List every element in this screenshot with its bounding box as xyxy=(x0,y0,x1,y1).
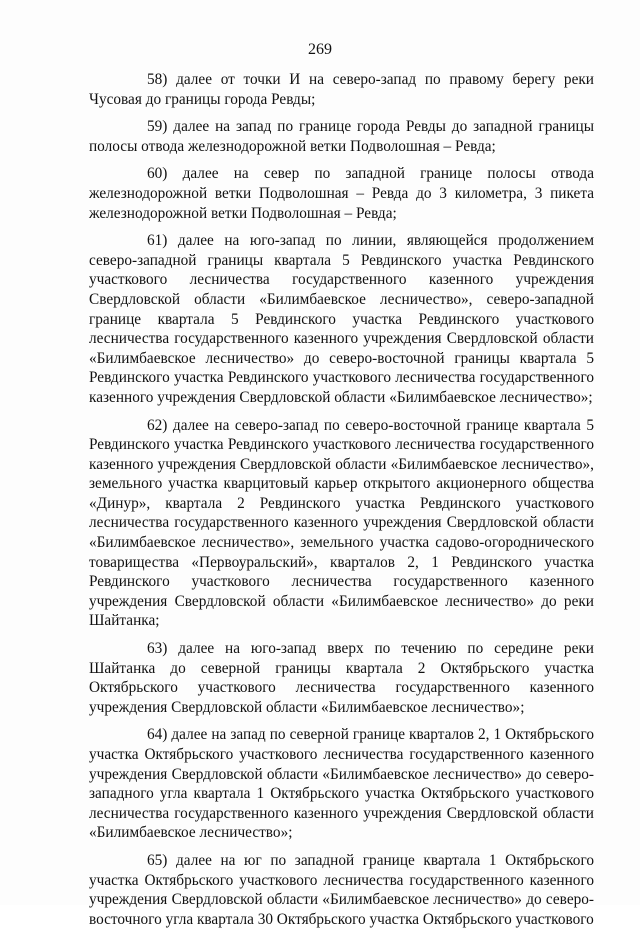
paragraph-58: 58) далее от точки И на северо-запад по правому берегу реки Чусовая до границы города Ревды; xyxy=(89,71,594,108)
page-number: 269 xyxy=(308,41,332,58)
paragraph-61: 61) далее на юго-запад по линии, являющейся продолжением северо-западной границы квартала 5 Ревдинского участка Ревдинского участкового лесничества государственного казенного учреждения Свердловской области «Билимбаевское лесничество», северо-западной границе квартала 5 Ревдинского участка Ревдинского участкового лесничества государственного казенного учреждения Свердловской области «Билимбаевское лесничество» до северо-восточной границы квартала 5 Ревдинского участка Ревдинского участкового лесничества государственного казенного учреждения Свердловской области «Билимбаевское лесничество»; xyxy=(89,232,594,406)
paragraph-59: 59) далее на запад по границе города Ревды до западной границы полосы отвода железнодорожной ветки Подволошная – Ревда; xyxy=(89,118,594,155)
paragraph-65: 65) далее на юг по западной границе квартала 1 Октябрьского участка Октябрьского участкового лесничества государственного казенного учреждения Свердловской области «Билимбаевское лесничество» до северо-восточного угла квартала 30 Октябрьского участка Октябрьского участкового xyxy=(89,851,594,928)
paragraph-64: 64) далее на запад по северной границе кварталов 2, 1 Октябрьского участка Октябрьского участкового лесничества государственного казенного учреждения Свердловской области «Билимбаевское лесничество» до северо-западного угла квартала 1 Октябрьского участка Октябрьского участкового лесничества государственного казенного учреждения Свердловской области «Билимбаевское лесничество»; xyxy=(89,726,594,842)
paragraph-63: 63) далее на юго-запад вверх по течению по середине реки Шайтанка до северной границы квартала 2 Октябрьского участка Октябрьского участкового лесничества государственного казенного учреждения Свердловской области «Билимбаевское лесничество»; xyxy=(89,640,594,716)
paragraph-60: 60) далее на север по западной границе полосы отвода железнодорожной ветки Подволошная – Ревда до 3 километра, 3 пикета железнодорожной ветки Подволошная – Ревда; xyxy=(89,165,594,222)
paragraph-62: 62) далее на северо-запад по северо-восточной границе квартала 5 Ревдинского участка Ревдинского участкового лесничества государственного казенного учреждения Свердловской области «Билимбаевское лесничество», земельного участка кварцитовый карьер открытого акционерного общества «Динур», квартала 2 Ревдинского участка Ревдинского участкового лесничества государственного казенного учреждения Свердловской области «Билимбаевское лесничество», земельного участка садово-огороднического товарищества «Первоуральский», кварталов 2, 1 Ревдинского участка Ревдинского участкового лесничества государственного казенного учреждения Свердловской области «Билимбаевское лесничество» до реки Шайтанка; xyxy=(89,416,594,630)
document-body xyxy=(89,70,594,929)
